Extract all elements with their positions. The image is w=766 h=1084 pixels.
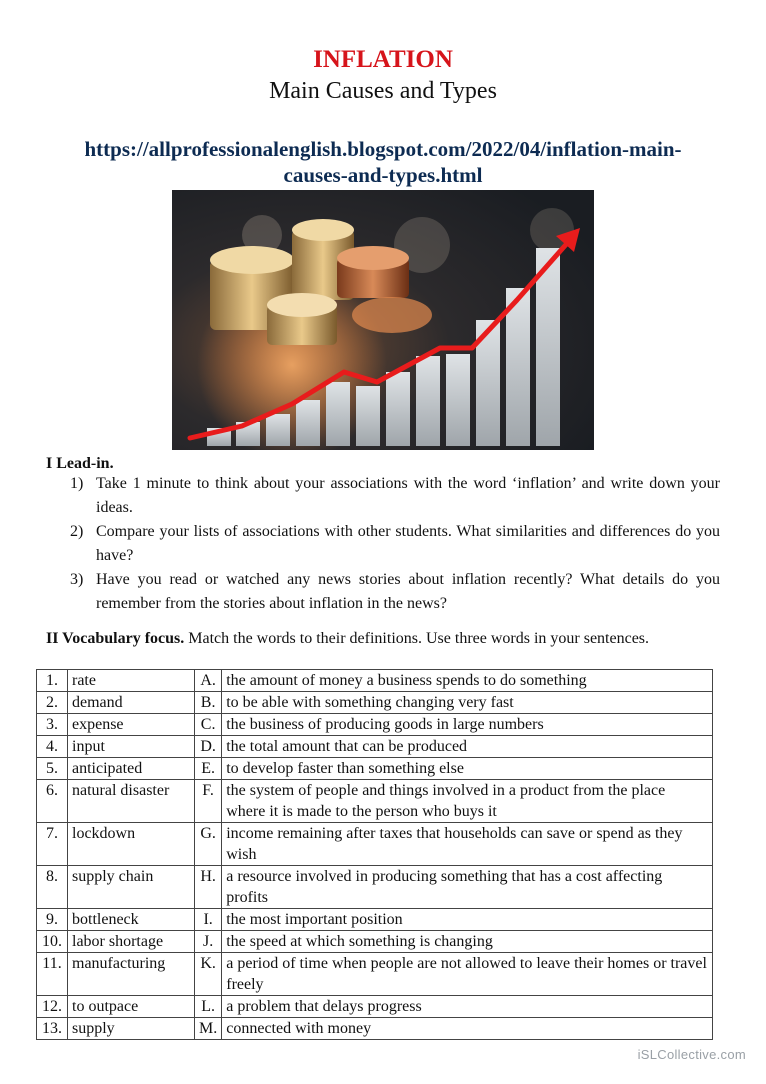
table-row bbox=[37, 692, 713, 714]
vocab-word: demand bbox=[68, 692, 195, 714]
source-link[interactable] bbox=[40, 136, 726, 188]
vocab-word: expense bbox=[68, 714, 195, 736]
vocab-word: natural disaster bbox=[68, 780, 195, 823]
vocab-word: manufacturing bbox=[68, 953, 195, 996]
table-row bbox=[37, 823, 713, 866]
lead-in-item-text: Have you read or watched any news stories about inflation recently? What details do you remember from the stories about inflation in the news? bbox=[96, 571, 720, 612]
page-subtitle: Main Causes and Types bbox=[269, 78, 497, 104]
table-row bbox=[37, 758, 713, 780]
definition-letter: D. bbox=[195, 736, 222, 758]
vocab-definition: a period of time when people are not allowed to leave their homes or travel freely bbox=[222, 953, 713, 996]
vocab-definition: the business of producing goods in large numbers bbox=[222, 714, 713, 736]
table-row bbox=[37, 866, 713, 909]
vocabulary-instructions bbox=[46, 629, 720, 649]
table-row bbox=[37, 714, 713, 736]
row-number: 7. bbox=[37, 823, 68, 866]
page-title: INFLATION bbox=[313, 46, 453, 73]
vocabulary-instruction-text: Match the words to their definitions. Use three words in your sentences. bbox=[184, 630, 650, 647]
definition-letter: F. bbox=[195, 780, 222, 823]
definition-letter: E. bbox=[195, 758, 222, 780]
row-number: 6. bbox=[37, 780, 68, 823]
lead-in-item-number: 2) bbox=[70, 523, 84, 540]
table-row bbox=[37, 996, 713, 1018]
row-number: 1. bbox=[37, 670, 68, 692]
vocabulary-heading: II Vocabulary focus. bbox=[46, 630, 185, 647]
vocab-definition: the most important position bbox=[222, 909, 713, 931]
lead-in-item-number: 1) bbox=[70, 475, 84, 492]
table-row bbox=[37, 1018, 713, 1040]
definition-letter: G. bbox=[195, 823, 222, 866]
row-number: 2. bbox=[37, 692, 68, 714]
lead-in-item bbox=[46, 568, 720, 616]
vocab-definition: income remaining after taxes that households can save or spend as they wish bbox=[222, 823, 713, 866]
definition-letter: I. bbox=[195, 909, 222, 931]
source-link-line-1: https://allprofessionalenglish.blogspot.com/2022/04/inflation-main- bbox=[84, 137, 682, 161]
vocab-word: bottleneck bbox=[68, 909, 195, 931]
vocab-word: anticipated bbox=[68, 758, 195, 780]
table-row bbox=[37, 931, 713, 953]
definition-letter: L. bbox=[195, 996, 222, 1018]
table-row bbox=[37, 953, 713, 996]
vocab-word: supply chain bbox=[68, 866, 195, 909]
row-number: 13. bbox=[37, 1018, 68, 1040]
vocab-definition: connected with money bbox=[222, 1018, 713, 1040]
vocab-word: labor shortage bbox=[68, 931, 195, 953]
row-number: 4. bbox=[37, 736, 68, 758]
row-number: 12. bbox=[37, 996, 68, 1018]
row-number: 8. bbox=[37, 866, 68, 909]
vocab-definition: the total amount that can be produced bbox=[222, 736, 713, 758]
lead-in-list bbox=[46, 472, 720, 616]
lead-in-item bbox=[46, 472, 720, 520]
table-row bbox=[37, 780, 713, 823]
vocab-definition: to develop faster than something else bbox=[222, 758, 713, 780]
definition-letter: B. bbox=[195, 692, 222, 714]
row-number: 11. bbox=[37, 953, 68, 996]
row-number: 9. bbox=[37, 909, 68, 931]
source-link-line-2: causes-and-types.html bbox=[283, 163, 483, 187]
vocab-word: lockdown bbox=[68, 823, 195, 866]
islcollective-watermark: iSLCollective.com bbox=[637, 1047, 746, 1062]
vocab-definition: the speed at which something is changing bbox=[222, 931, 713, 953]
vocab-word: to outpace bbox=[68, 996, 195, 1018]
table-row bbox=[37, 736, 713, 758]
lead-in-heading: I Lead-in. bbox=[46, 455, 114, 472]
vocab-word: rate bbox=[68, 670, 195, 692]
vocab-definition: a problem that delays progress bbox=[222, 996, 713, 1018]
definition-letter: A. bbox=[195, 670, 222, 692]
definition-letter: M. bbox=[195, 1018, 222, 1040]
vocab-word: supply bbox=[68, 1018, 195, 1040]
row-number: 10. bbox=[37, 931, 68, 953]
definition-letter: J. bbox=[195, 931, 222, 953]
lead-in-item-text: Take 1 minute to think about your associations with the word ‘inflation’ and write down your ideas. bbox=[96, 475, 720, 516]
definition-letter: C. bbox=[195, 714, 222, 736]
row-number: 5. bbox=[37, 758, 68, 780]
coins-chart-photo bbox=[172, 190, 594, 450]
vocab-definition: a resource involved in producing something that has a cost affecting profits bbox=[222, 866, 713, 909]
lead-in-item-number: 3) bbox=[70, 571, 84, 588]
lead-in-item bbox=[46, 520, 720, 568]
vocab-definition: to be able with something changing very fast bbox=[222, 692, 713, 714]
vocab-definition: the system of people and things involved in a product from the place where it is made to the person who buys it bbox=[222, 780, 713, 823]
row-number: 3. bbox=[37, 714, 68, 736]
table-row bbox=[37, 909, 713, 931]
definition-letter: H. bbox=[195, 866, 222, 909]
vocab-definition: the amount of money a business spends to do something bbox=[222, 670, 713, 692]
vocabulary-table bbox=[36, 669, 713, 1040]
table-row bbox=[37, 670, 713, 692]
lead-in-item-text: Compare your lists of associations with other students. What similarities and differences do you have? bbox=[96, 523, 720, 564]
definition-letter: K. bbox=[195, 953, 222, 996]
vocab-word: input bbox=[68, 736, 195, 758]
